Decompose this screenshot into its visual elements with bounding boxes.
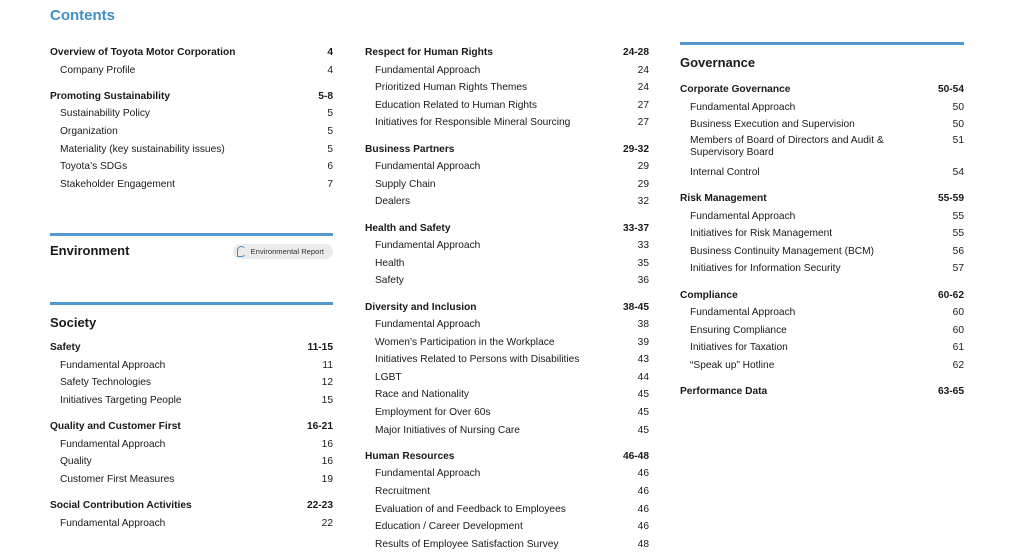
toc-entry-label: Initiatives for Taxation <box>690 342 788 354</box>
toc-entry[interactable] <box>365 97 649 115</box>
toc-entry-label: Initiatives for Responsible Mineral Sourcing <box>375 117 571 129</box>
toc-column-2 <box>365 44 649 553</box>
toc-entry[interactable] <box>365 518 649 536</box>
toc-entry[interactable] <box>50 176 333 194</box>
toc-entry-page: 11 <box>322 359 333 371</box>
toc-heading[interactable] <box>365 220 649 238</box>
toc-heading-pages: 50-54 <box>937 84 964 95</box>
toc-heading-label: Promoting Sustainability <box>50 90 170 102</box>
toc-entry-page: 60 <box>952 307 964 319</box>
toc-entry-page: 48 <box>637 538 649 550</box>
toc-entry-label: Fundamental Approach <box>60 359 166 371</box>
toc-heading-pages: 46-48 <box>622 450 649 462</box>
toc-heading-label: Social Contribution Activities <box>50 499 192 511</box>
toc-heading-pages: 24-28 <box>622 47 649 58</box>
toc-heading[interactable] <box>365 448 649 466</box>
toc-heading-pages: 4 <box>327 47 333 58</box>
toc-entry[interactable] <box>365 465 649 483</box>
toc-entry-page: 61 <box>952 342 964 354</box>
toc-entry[interactable] <box>680 164 964 182</box>
toc-entry-page: 6 <box>327 161 333 173</box>
toc-entry-page: 39 <box>637 336 649 348</box>
toc-heading[interactable] <box>680 383 964 401</box>
toc-heading-pages: 5-8 <box>318 90 333 102</box>
toc-heading-pages: 38-45 <box>622 301 649 313</box>
toc-heading-label: Safety <box>50 342 81 353</box>
toc-entry[interactable] <box>365 237 649 255</box>
toc-entry-label: Fundamental Approach <box>375 240 481 252</box>
toc-entry-label: Fundamental Approach <box>375 319 481 331</box>
toc-entry-label: Sustainability Policy <box>60 108 151 120</box>
toc-entry-label: Fundamental Approach <box>375 161 481 173</box>
toc-entry-page: 19 <box>321 473 333 485</box>
toc-entry-page: 54 <box>952 166 964 178</box>
toc-heading-pages: 33-37 <box>622 222 649 234</box>
toc-entry-page: 50 <box>952 101 964 113</box>
toc-entry-page: 45 <box>637 424 649 436</box>
toc-entry-label: Initiatives Targeting People <box>60 394 182 406</box>
toc-entry-page: 55 <box>952 210 964 222</box>
page-title: Contents <box>50 7 115 24</box>
toc-heading[interactable] <box>50 44 333 62</box>
toc-entry-page: 57 <box>952 263 964 275</box>
toc-heading[interactable] <box>680 287 964 305</box>
toc-heading-label: Business Partners <box>365 143 455 155</box>
toc-entry-label: Fundamental Approach <box>690 101 796 113</box>
toc-heading-pages: 16-21 <box>306 420 333 432</box>
society-title: Society <box>50 315 97 330</box>
toc-entry-label: Fundamental Approach <box>690 307 796 319</box>
toc-entry-label: Company Profile <box>60 64 136 76</box>
toc-entry-page: 46 <box>637 486 649 498</box>
toc-entry-label: Safety Technologies <box>60 377 151 389</box>
toc-entry[interactable] <box>50 471 333 489</box>
toc-entry-label: Organization <box>60 125 118 137</box>
toc-entry[interactable] <box>365 536 649 554</box>
toc-entry[interactable] <box>680 260 964 278</box>
toc-entry-page: 5 <box>327 143 333 155</box>
toc-groups <box>50 339 333 532</box>
toc-entry-page: 55 <box>952 228 964 240</box>
toc-entry-label: Quality <box>60 456 92 468</box>
toc-entry-label: Materiality (key sustainability issues) <box>60 143 225 155</box>
group-spacer <box>50 409 333 418</box>
toc-entry-page: 44 <box>637 371 649 383</box>
toc-heading[interactable] <box>365 141 649 159</box>
toc-heading-label: Health and Safety <box>365 222 451 234</box>
toc-entry-label: Internal Control <box>690 166 760 178</box>
toc-entry-page: 45 <box>637 407 649 419</box>
toc-entry-page: 22 <box>321 517 333 529</box>
toc-entry[interactable] <box>50 158 333 176</box>
toc-entry[interactable] <box>365 62 649 80</box>
toc-entry-label: Toyota’s SDGs <box>60 161 128 173</box>
toc-entry-page: 38 <box>637 319 649 331</box>
toc-entry[interactable] <box>680 357 964 375</box>
section-rule <box>680 42 964 45</box>
toc-entry-page: 24 <box>637 64 649 76</box>
toc-column-1 <box>50 44 333 193</box>
environment-title: Environment <box>50 243 130 258</box>
toc-entry-label: Fundamental Approach <box>375 64 481 76</box>
toc-entry[interactable] <box>365 79 649 97</box>
toc-entry[interactable] <box>680 116 964 134</box>
toc-entry-label: Initiatives for Information Security <box>690 263 841 275</box>
toc-heading-pages: 22-23 <box>306 499 333 511</box>
toc-entry-label: Members of Board of Directors and Audit & Supervisory Board <box>690 134 884 159</box>
toc-entry[interactable] <box>365 422 649 440</box>
toc-entry[interactable] <box>50 374 333 392</box>
toc-heading[interactable] <box>50 339 333 357</box>
toc-entry[interactable] <box>680 243 964 261</box>
toc-heading-label: Respect for Human Rights <box>365 47 493 58</box>
group-spacer <box>365 132 649 141</box>
environment-section <box>50 233 333 263</box>
group-spacer <box>680 278 964 287</box>
toc-entry[interactable] <box>365 351 649 369</box>
group-spacer <box>50 79 333 88</box>
toc-entry[interactable] <box>365 158 649 176</box>
toc-entry[interactable] <box>365 255 649 273</box>
toc-entry-page: 29 <box>637 178 649 190</box>
toc-entry-page: 35 <box>637 257 649 269</box>
toc-entry-label: Major Initiatives of Nursing Care <box>375 424 520 436</box>
group-spacer <box>50 488 333 497</box>
group-spacer <box>365 290 649 299</box>
toc-heading[interactable] <box>50 88 333 106</box>
report-leaf-icon <box>237 246 246 257</box>
toc-entry[interactable] <box>365 369 649 387</box>
toc-heading-pages: 60-62 <box>937 289 964 301</box>
toc-entry-page: 12 <box>321 377 333 389</box>
toc-entry[interactable] <box>365 334 649 352</box>
toc-entry[interactable] <box>365 114 649 132</box>
toc-entry-page: 46 <box>637 503 649 515</box>
toc-entry-label: Education / Career Development <box>375 521 523 533</box>
section-rule <box>50 233 333 236</box>
society-section <box>50 302 333 532</box>
toc-entry-label: Initiatives for Risk Management <box>690 228 833 240</box>
toc-entry-label: Dealers <box>375 196 411 208</box>
toc-entry-label: Fundamental Approach <box>690 210 796 222</box>
toc-heading[interactable] <box>50 418 333 436</box>
toc-heading-pages: 55-59 <box>937 192 964 204</box>
toc-entry[interactable] <box>50 141 333 159</box>
toc-heading[interactable] <box>680 190 964 208</box>
toc-entry[interactable] <box>50 105 333 123</box>
toc-entry[interactable] <box>50 453 333 471</box>
toc-entry-label: Fundamental Approach <box>60 438 166 450</box>
toc-entry[interactable] <box>680 208 964 226</box>
toc-groups <box>680 81 964 401</box>
toc-heading-label: Overview of Toyota Motor Corporation <box>50 47 236 58</box>
toc-entry-label: Business Continuity Management (BCM) <box>690 245 875 257</box>
toc-entry-label: Supply Chain <box>375 178 436 190</box>
toc-entry[interactable] <box>680 304 964 322</box>
toc-entry-page: 29 <box>637 161 649 173</box>
toc-entry-label: Fundamental Approach <box>60 517 166 529</box>
toc-entry-page: 27 <box>637 99 649 111</box>
toc-heading[interactable] <box>50 497 333 515</box>
toc-heading-label: Performance Data <box>680 386 768 398</box>
toc-entry[interactable] <box>680 99 964 117</box>
governance-title: Governance <box>680 55 756 70</box>
group-spacer <box>680 181 964 190</box>
toc-entry-label: Fundamental Approach <box>375 468 481 480</box>
toc-entry-page: 46 <box>637 521 649 533</box>
toc-heading-pages: 11-15 <box>307 342 333 353</box>
toc-heading-pages: 63-65 <box>937 386 964 398</box>
toc-entry[interactable] <box>365 316 649 334</box>
toc-entry-label: Education Related to Human Rights <box>375 99 537 111</box>
toc-entry[interactable] <box>680 339 964 357</box>
toc-entry-label: Initiatives Related to Persons with Disabilities <box>375 354 580 366</box>
toc-groups <box>365 44 649 553</box>
toc-entry[interactable] <box>50 62 333 80</box>
toc-heading-pages: 29-32 <box>622 143 649 155</box>
toc-entry[interactable] <box>365 501 649 519</box>
toc-entry-label: Race and Nationality <box>375 389 470 401</box>
toc-entry[interactable] <box>50 392 333 410</box>
toc-entry[interactable] <box>50 436 333 454</box>
group-spacer <box>680 375 964 384</box>
toc-entry-page: 7 <box>327 178 333 190</box>
toc-entry[interactable] <box>680 322 964 340</box>
toc-entry[interactable] <box>680 134 964 164</box>
toc-heading[interactable] <box>680 81 964 99</box>
toc-entry-label: Results of Employee Satisfaction Survey <box>375 538 559 550</box>
toc-entry-page: 5 <box>327 108 333 120</box>
toc-heading-label: Corporate Governance <box>680 84 791 95</box>
toc-heading-label: Quality and Customer First <box>50 420 181 432</box>
toc-entry-label: Prioritized Human Rights Themes <box>375 82 528 94</box>
toc-entry[interactable] <box>365 176 649 194</box>
toc-entry[interactable] <box>365 404 649 422</box>
toc-heading-label: Human Resources <box>365 450 455 462</box>
toc-entry[interactable] <box>365 483 649 501</box>
toc-heading[interactable] <box>365 299 649 317</box>
toc-entry-page: 46 <box>637 468 649 480</box>
environmental-report-link[interactable] <box>233 244 333 259</box>
toc-entry-page: 45 <box>637 389 649 401</box>
group-spacer <box>365 211 649 220</box>
toc-entry[interactable] <box>50 515 333 533</box>
section-rule <box>50 302 333 305</box>
toc-entry[interactable] <box>365 272 649 290</box>
toc-entry-page: 24 <box>637 82 649 94</box>
toc-entry-page: 51 <box>952 134 964 146</box>
toc-entry-page: 36 <box>637 275 649 287</box>
environmental-report-label: Environmental Report <box>250 247 324 256</box>
toc-entry-label: Customer First Measures <box>60 473 175 485</box>
toc-entry-page: 43 <box>637 354 649 366</box>
toc-entry-page: 60 <box>952 324 964 336</box>
toc-entry-label: Women’s Participation in the Workplace <box>375 336 555 348</box>
toc-entry-page: 16 <box>321 456 333 468</box>
toc-heading-label: Compliance <box>680 289 738 301</box>
toc-entry-label: LGBT <box>375 371 402 383</box>
toc-entry-label: Business Execution and Supervision <box>690 119 855 131</box>
toc-entry-label: Ensuring Compliance <box>690 324 787 336</box>
toc-entry[interactable] <box>50 123 333 141</box>
toc-heading-label: Diversity and Inclusion <box>365 301 477 313</box>
toc-entry-label: Evaluation of and Feedback to Employees <box>375 503 566 515</box>
toc-entry-page: 4 <box>327 64 333 76</box>
toc-entry-label: Employment for Over 60s <box>375 407 491 419</box>
toc-entry[interactable] <box>680 225 964 243</box>
toc-entry-page: 62 <box>952 359 964 371</box>
toc-entry-page: 56 <box>952 245 964 257</box>
toc-entry-label: Safety <box>375 275 404 287</box>
group-spacer <box>365 439 649 448</box>
toc-entry-page: 33 <box>637 240 649 252</box>
toc-groups <box>50 44 333 193</box>
toc-entry-label: Stakeholder Engagement <box>60 178 175 190</box>
toc-entry-label: Health <box>375 257 405 269</box>
governance-section <box>680 42 964 401</box>
toc-entry[interactable] <box>50 357 333 375</box>
toc-entry-label: “Speak up” Hotline <box>690 359 775 371</box>
toc-entry-label: Recruitment <box>375 486 430 498</box>
toc-entry-page: 27 <box>637 117 649 129</box>
toc-entry[interactable] <box>365 386 649 404</box>
toc-entry-page: 16 <box>321 438 333 450</box>
toc-entry-page: 5 <box>327 125 333 137</box>
toc-entry-page: 50 <box>952 119 964 131</box>
toc-entry-page: 15 <box>321 394 333 406</box>
toc-entry[interactable] <box>365 193 649 211</box>
toc-entry-page: 32 <box>637 196 649 208</box>
toc-heading[interactable] <box>365 44 649 62</box>
toc-heading-label: Risk Management <box>680 192 767 204</box>
